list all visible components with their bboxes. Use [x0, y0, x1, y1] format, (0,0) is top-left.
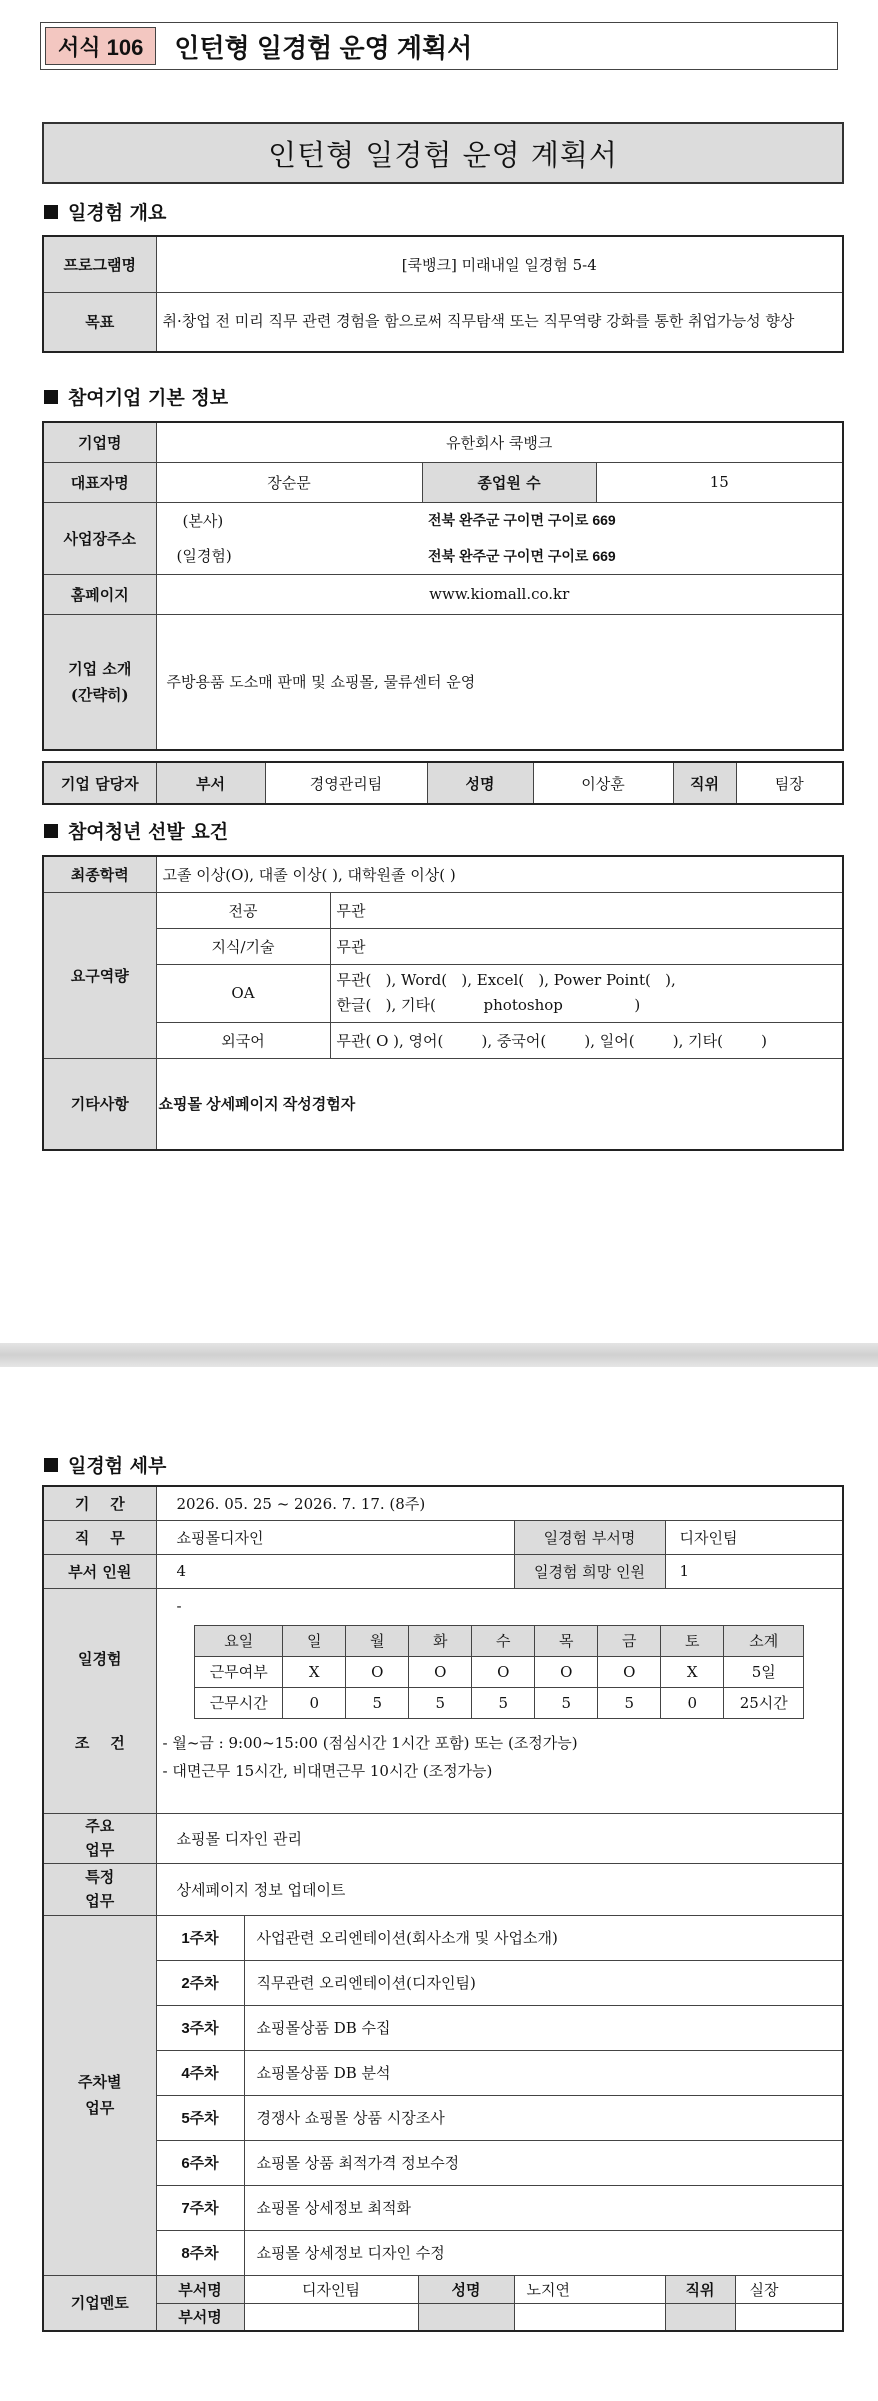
form-number-tag: 서식 106 [45, 27, 156, 65]
address-hq-value: 전북 완주군 구이면 구이로 669 [422, 502, 843, 538]
mentor2-position-value [735, 2303, 843, 2331]
schedule-cell: 5일 [724, 1656, 804, 1687]
goal-label: 목표 [43, 292, 156, 352]
job-value: 쇼핑몰디자인 [156, 1520, 514, 1554]
week-task: 쇼핑몰 상세정보 디자인 수정 [244, 2230, 843, 2275]
schedule-cell: 25시간 [724, 1687, 804, 1718]
section-company-heading [44, 383, 228, 410]
etc-label: 기타사항 [43, 1058, 156, 1150]
schedule-cell: 5 [598, 1687, 661, 1718]
company-table [42, 421, 844, 751]
goal-value: 취·창업 전 미리 직무 관련 경험을 함으로써 직무탐색 또는 직무역량 강화를 통한 취업가능성 향상 [156, 292, 843, 352]
section-title: 일경험 세부 [68, 1455, 167, 1477]
detail-table [42, 1485, 844, 2332]
education-value: 고졸 이상(O), 대졸 이상( ), 대학원졸 이상( ) [156, 856, 843, 892]
week-label: 7주차 [156, 2185, 244, 2230]
major-value: 무관 [330, 892, 843, 928]
week-label: 2주차 [156, 1960, 244, 2005]
section-title: 참여청년 선발 요건 [68, 821, 229, 843]
knowledge-label: 지식/기술 [156, 928, 330, 964]
employee-count-value: 15 [596, 462, 843, 502]
education-label: 최종학력 [43, 856, 156, 892]
main-task-label [43, 1813, 156, 1863]
schedule-header-cell: 토 [661, 1625, 724, 1656]
form-header [40, 22, 838, 70]
ceo-label: 대표자명 [43, 462, 156, 502]
company-name-value: 유한회사 쿡뱅크 [156, 422, 843, 462]
schedule-header-cell: 일 [283, 1625, 346, 1656]
staff-value: 4 [156, 1554, 514, 1588]
schedule-cell: O [409, 1656, 472, 1687]
condition-label-line2: 조 건 [74, 1733, 125, 1752]
week-label: 6주차 [156, 2140, 244, 2185]
homepage-label: 홈페이지 [43, 574, 156, 614]
intro-label-line2: (간략히) [70, 685, 129, 704]
schedule-cell: 5 [472, 1687, 535, 1718]
mentor-position-value: 실장 [735, 2275, 843, 2303]
schedule-header-cell: 요일 [195, 1625, 283, 1656]
language-value: 무관( O ), 영어( ), 중국어( ), 일어( ), 기타( ) [330, 1022, 843, 1058]
address-work-tag: (일경험) [156, 538, 422, 574]
mentor2-dept-label: 부서명 [156, 2303, 244, 2331]
etc-value: 쇼핑몰 상세페이지 작성경험자 [156, 1058, 843, 1150]
intro-label [43, 614, 156, 750]
schedule-header-cell: 소계 [724, 1625, 804, 1656]
bullet-square-icon [44, 205, 58, 219]
main-task-value: 쇼핑몰 디자인 관리 [156, 1813, 843, 1863]
period-label: 기 간 [43, 1486, 156, 1520]
schedule-cell: 5 [346, 1687, 409, 1718]
schedule-cell: 5 [409, 1687, 472, 1718]
schedule-cell: X [661, 1656, 724, 1687]
schedule-cell: X [283, 1656, 346, 1687]
schedule-cell: 근무여부 [195, 1656, 283, 1687]
contact-dept-label: 부서 [156, 762, 265, 804]
week-task: 경쟁사 쇼핑몰 상품 시장조사 [244, 2095, 843, 2140]
special-task-label [43, 1863, 156, 1915]
week-task: 쇼핑몰 상품 최적가격 정보수정 [244, 2140, 843, 2185]
schedule-header-cell: 수 [472, 1625, 535, 1656]
mentor-dept-label: 부서명 [156, 2275, 244, 2303]
job-label: 직 무 [43, 1520, 156, 1554]
address-label: 사업장주소 [43, 502, 156, 574]
program-label: 프로그램명 [43, 236, 156, 292]
mentor-label: 기업멘토 [43, 2275, 156, 2331]
schedule-cell: 5 [535, 1687, 598, 1718]
form-header-title: 인턴형 일경험 운영 계획서 [174, 32, 473, 63]
week-label: 1주차 [156, 1915, 244, 1960]
contact-position-label: 직위 [673, 762, 736, 804]
work-dept-label: 일경험 부서명 [514, 1520, 665, 1554]
period-value: 2026. 05. 25 ~ 2026. 7. 17. (8주) [156, 1486, 843, 1520]
page-2 [0, 1367, 878, 2401]
ceo-value: 장순문 [156, 462, 422, 502]
contact-label: 기업 담당자 [43, 762, 156, 804]
contact-position-value: 팀장 [736, 762, 843, 804]
overview-table [42, 235, 844, 353]
skills-label: 요구역량 [43, 892, 156, 1058]
schedule-cell: O [472, 1656, 535, 1687]
oa-line-1: 무관( ), Word( ), Excel( ), Power Point( ), [336, 971, 676, 989]
week-task: 직무관련 오리엔테이션(디자인팀) [244, 1960, 843, 2005]
schedule-header-cell: 화 [409, 1625, 472, 1656]
condition-label [43, 1588, 156, 1813]
schedule-row-workdays [195, 1656, 804, 1687]
week-task: 쇼핑몰 상세정보 최적화 [244, 2185, 843, 2230]
schedule-header-cell: 금 [598, 1625, 661, 1656]
staff-label: 부서 인원 [43, 1554, 156, 1588]
bullet-square-icon [44, 1458, 58, 1472]
main-task-label-line1: 주요 [85, 1817, 115, 1835]
weekly-task-label-line1: 주차별 [78, 2073, 122, 2091]
section-title: 일경험 개요 [68, 202, 167, 224]
condition-cell [156, 1588, 843, 1813]
schedule-row-hours [195, 1687, 804, 1718]
employee-count-label: 종업원 수 [422, 462, 596, 502]
major-label: 전공 [156, 892, 330, 928]
hope-count-value: 1 [665, 1554, 843, 1588]
schedule-header-cell: 목 [535, 1625, 598, 1656]
mentor-position-label: 직위 [665, 2275, 735, 2303]
schedule-cell: O [346, 1656, 409, 1687]
oa-value [330, 964, 843, 1022]
special-task-label-line2: 업무 [85, 1892, 115, 1910]
week-task: 쇼핑몰상품 DB 분석 [244, 2050, 843, 2095]
schedule-cell: O [598, 1656, 661, 1687]
homepage-value: www.kiomall.co.kr [156, 574, 843, 614]
mentor-name-value: 노지연 [514, 2275, 665, 2303]
special-task-value: 상세페이지 정보 업데이트 [156, 1863, 843, 1915]
special-task-label-line1: 특정 [85, 1868, 115, 1886]
bullet-square-icon [44, 390, 58, 404]
requirements-table [42, 855, 844, 1151]
week-label: 8주차 [156, 2230, 244, 2275]
schedule-header-cell: 월 [346, 1625, 409, 1656]
mentor2-name-label [418, 2303, 514, 2331]
section-requirements-heading [44, 817, 228, 844]
section-overview-heading [44, 198, 166, 225]
week-label: 4주차 [156, 2050, 244, 2095]
condition-notes [163, 1729, 837, 1785]
knowledge-value: 무관 [330, 928, 843, 964]
weekly-task-label-line2: 업무 [85, 2099, 115, 2117]
bullet-square-icon [44, 824, 58, 838]
main-task-label-line2: 업무 [85, 1841, 115, 1859]
mentor-name-label: 성명 [418, 2275, 514, 2303]
oa-line-2: 한글( ), 기타( photoshop ) [336, 996, 641, 1014]
oa-label: OA [156, 964, 330, 1022]
schedule-cell: O [535, 1656, 598, 1687]
condition-dash: - [176, 1596, 182, 1615]
contact-name-label: 성명 [427, 762, 533, 804]
address-hq-tag: (본사) [156, 502, 422, 538]
work-dept-value: 디자인팀 [665, 1520, 843, 1554]
page-break [0, 1343, 878, 1367]
mentor2-dept-value [244, 2303, 418, 2331]
contact-table [42, 761, 844, 805]
mentor-dept-value: 디자인팀 [244, 2275, 418, 2303]
contact-dept-value: 경영관리팀 [265, 762, 427, 804]
intro-value: 주방용품 도소매 판매 및 쇼핑몰, 물류센터 운영 [156, 614, 843, 750]
address-work-value: 전북 완주군 구이면 구이로 669 [422, 538, 843, 574]
intro-label-line1: 기업 소개 [68, 659, 132, 678]
program-value: [쿡뱅크] 미래내일 일경험 5-4 [156, 236, 843, 292]
company-name-label: 기업명 [43, 422, 156, 462]
schedule-header-row [195, 1625, 804, 1656]
schedule-cell: 근무시간 [195, 1687, 283, 1718]
schedule-cell: 0 [661, 1687, 724, 1718]
schedule-cell: 0 [283, 1687, 346, 1718]
mentor2-position-label [665, 2303, 735, 2331]
weekly-task-label [43, 1915, 156, 2275]
section-detail-heading [44, 1451, 166, 1478]
week-label: 5주차 [156, 2095, 244, 2140]
condition-label-line1: 일경험 [78, 1649, 122, 1668]
condition-note-2: - 대면근무 15시간, 비대면근무 10시간 (조정가능) [162, 1761, 493, 1780]
week-task: 사업관련 오리엔테이션(회사소개 및 사업소개) [244, 1915, 843, 1960]
condition-note-1: - 월~금 : 9:00~15:00 (점심시간 1시간 포함) 또는 (조정가능) [162, 1733, 578, 1752]
schedule-table [194, 1625, 804, 1719]
week-task: 쇼핑몰상품 DB 수집 [244, 2005, 843, 2050]
contact-name-value: 이상훈 [533, 762, 673, 804]
section-title: 참여기업 기본 정보 [68, 387, 229, 409]
week-label: 3주차 [156, 2005, 244, 2050]
language-label: 외국어 [156, 1022, 330, 1058]
document-title: 인턴형 일경험 운영 계획서 [42, 122, 844, 184]
hope-count-label: 일경험 희망 인원 [514, 1554, 665, 1588]
mentor2-name-value [514, 2303, 665, 2331]
